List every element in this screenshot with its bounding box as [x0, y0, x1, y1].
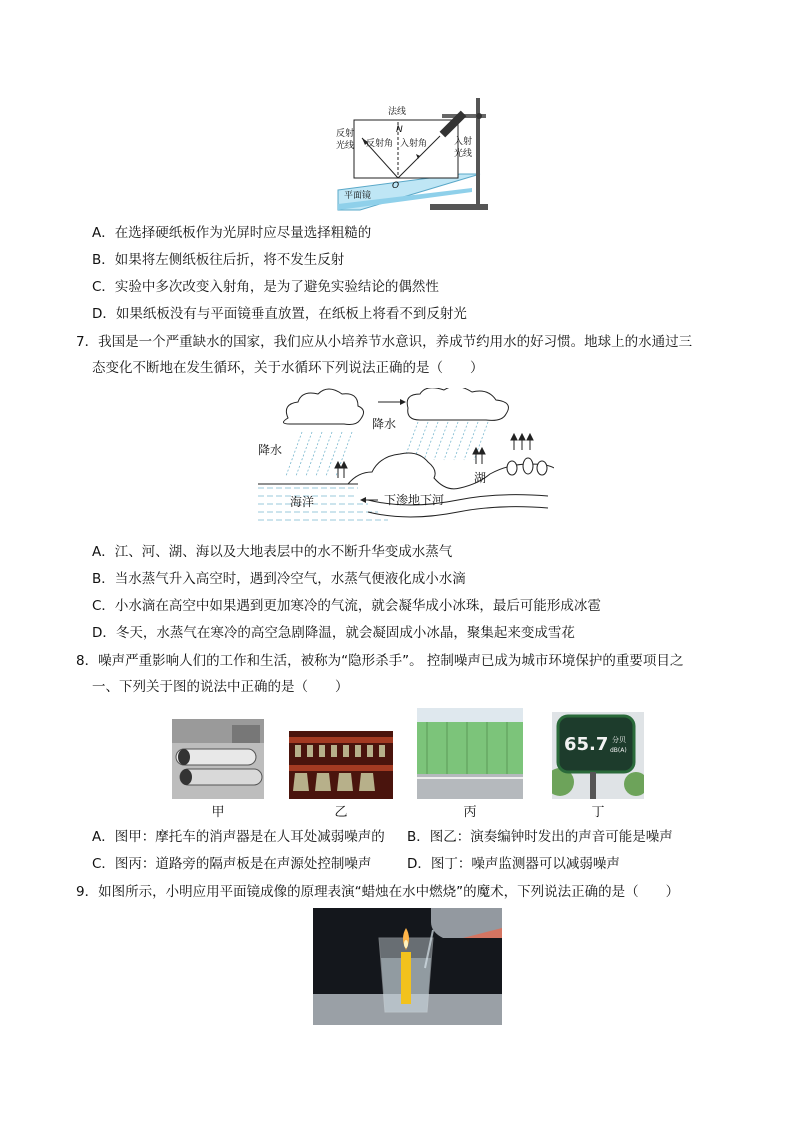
- reflected-ray-label-2: 光线: [336, 141, 355, 151]
- photo-noise-monitor: [552, 712, 644, 799]
- water-cycle-figure: [258, 388, 554, 528]
- q8-stem-line1: 8．噪声严重影响人们的工作和生活，被称为“隐形杀手”。 控制噪声已成为城市环境保护的重要项目之: [76, 653, 684, 669]
- photo-bianzhong-bells: [289, 731, 393, 799]
- reflection-experiment-figure: [330, 92, 500, 218]
- q7-option-c: C．小水滴在高空中如果遇到更加寒冷的气流，就会凝华成小冰珠，最后可能形成冰雹: [92, 598, 601, 614]
- q7-option-d: D．冬天，水蒸气在寒冷的高空急剧降温，就会凝固成小冰晶，聚集起来变成雪花: [92, 625, 575, 641]
- underground-river-label: 下渗地下河: [384, 493, 445, 507]
- incident-ray-label-2: 光线: [454, 149, 473, 159]
- lake-label: 湖: [474, 471, 487, 485]
- q8-option-b: B．图乙：演奏编钟时发出的声音可能是噪声: [407, 829, 673, 845]
- photo-motorcycle-muffler: [172, 719, 264, 799]
- q6-option-d: D．如果纸板没有与平面镜垂直放置，在纸板上将看不到反射光: [92, 306, 467, 322]
- reflected-ray-label-1: 反射: [336, 129, 355, 139]
- incident-ray-label-1: 入射: [454, 137, 473, 147]
- q8-stem-line2: 一、下列关于图的说法中正确的是（ ）: [92, 679, 349, 695]
- caption-yi: 乙: [334, 805, 348, 820]
- caption-ding: 丁: [591, 805, 605, 820]
- reflection-angle-label: 反射角: [366, 139, 394, 149]
- q6-option-c: C．实验中多次改变入射角，是为了避免实验结论的偶然性: [92, 279, 439, 295]
- q7-option-b: B．当水蒸气升入高空时，遇到冷空气，水蒸气便液化成小水滴: [92, 571, 466, 587]
- caption-bing: 丙: [463, 805, 477, 820]
- q7-option-a: A．江、河、湖、海以及大地表层中的水不断升华变成水蒸气: [92, 544, 453, 560]
- q7-stem-line2: 态变化不断地在发生循环，关于水循环下列说法正确的是（ ）: [92, 360, 484, 376]
- ocean-label: 海洋: [290, 495, 315, 509]
- caption-jia: 甲: [211, 805, 225, 820]
- mirror-label: 平面镜: [344, 191, 372, 201]
- normal-label: 法线: [388, 107, 407, 117]
- q6-option-a: A．在选择硬纸板作为光屏时应尽量选择粗糙的: [92, 225, 372, 241]
- rain-right-label: 降水: [372, 417, 397, 431]
- rain-left-label: 降水: [258, 443, 283, 457]
- noise-value: 65.7: [564, 734, 609, 755]
- point-o-label: O: [392, 181, 400, 191]
- q9-stem: 9．如图所示，小明应用平面镜成像的原理表演“蜡烛在水中燃烧”的魔术，下列说法正确的是（ ）: [76, 884, 680, 900]
- noise-unit-1: 分贝: [612, 736, 626, 744]
- q7-stem-line1: 7．我国是一个严重缺水的国家，我们应从小培养节水意识，养成节约用水的好习惯。地球上的水通过三: [76, 334, 693, 350]
- q8-option-a: A．图甲：摩托车的消声器是在人耳处减弱噪声的: [92, 829, 385, 845]
- noise-unit-2: dB(A): [610, 747, 627, 754]
- q8-option-c: C．图丙：道路旁的隔声板是在声源处控制噪声: [92, 856, 372, 872]
- point-n-label: N: [396, 125, 403, 135]
- q8-option-d: D．图丁：噪声监测器可以减弱噪声: [407, 856, 620, 872]
- q6-option-b: B．如果将左侧纸板往后折，将不发生反射: [92, 252, 345, 268]
- photo-sound-barrier: [417, 708, 523, 799]
- candle-in-water-photo: [313, 908, 502, 1025]
- incident-angle-label: 入射角: [400, 139, 428, 149]
